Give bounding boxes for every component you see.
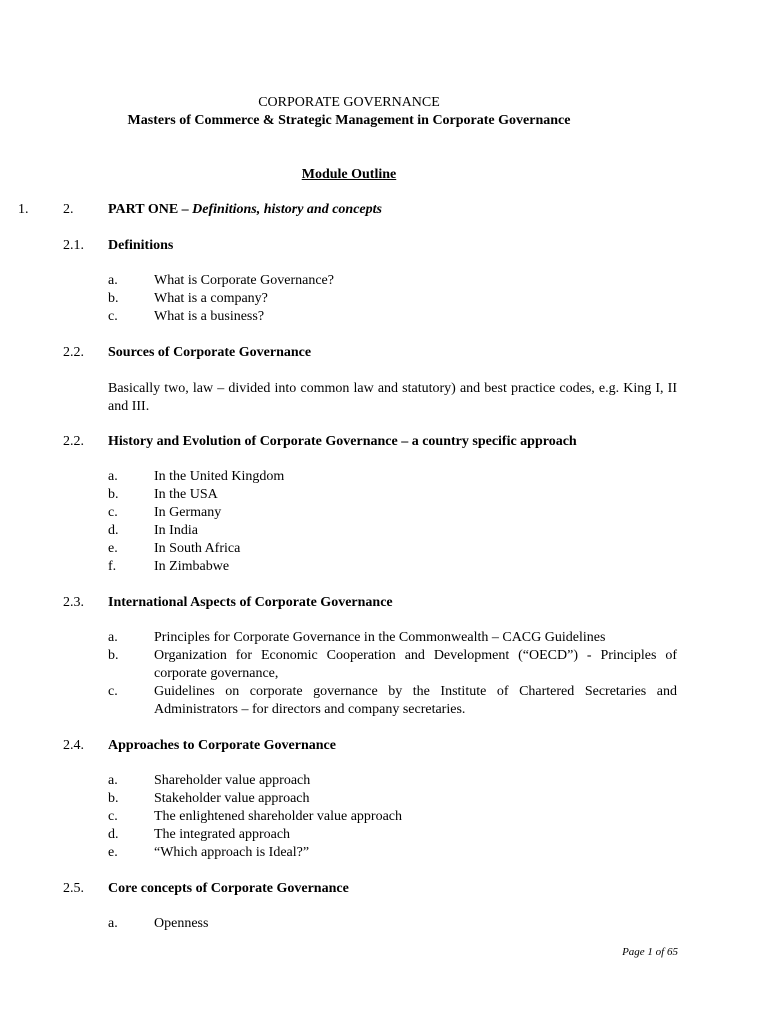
list-item-letter: a. <box>108 273 118 288</box>
list-item-text: What is a company? <box>154 291 268 306</box>
list-item-letter: c. <box>108 684 118 699</box>
list-item-text: Openness <box>154 916 209 931</box>
list-item-text: In India <box>154 523 198 538</box>
list-item-letter: a. <box>108 916 118 931</box>
section-number: 2.2. <box>63 345 84 360</box>
list-item-letter: b. <box>108 648 119 663</box>
list-item-text: The enlightened shareholder value approach <box>154 809 403 824</box>
module-outline-heading: Module Outline <box>301 167 397 182</box>
list-item-letter: a. <box>108 773 118 788</box>
list-item-letter: f. <box>108 559 117 574</box>
list-item-letter: b. <box>108 791 119 806</box>
list-item-text: In South Africa <box>154 541 241 556</box>
list-item-text: The integrated approach <box>154 827 291 842</box>
page-number: Page 1 of 65 <box>622 946 678 958</box>
list-item-text: In the USA <box>154 487 218 502</box>
section-title: Definitions <box>108 238 174 253</box>
list-item-letter: c. <box>108 809 118 824</box>
section-title: Approaches to Corporate Governance <box>108 738 336 753</box>
list-item-letter: d. <box>108 827 119 842</box>
list-item-letter: e. <box>108 541 118 556</box>
list-item-text: Stakeholder value approach <box>154 791 310 806</box>
section-number: 2.5. <box>63 881 84 896</box>
list-item-text: Principles for Corporate Governance in the Commonwealth – CACG Guidelines <box>154 630 606 645</box>
section-title: International Aspects of Corporate Governance <box>108 595 393 610</box>
list-item-text: Organization for Economic Cooperation and Development (“OECD”) - Principles of corporate governance, <box>154 648 677 681</box>
document-subtitle: Masters of Commerce & Strategic Management in Corporate Governance <box>127 113 571 128</box>
section-number: 2.1. <box>63 238 84 253</box>
list-item-letter: a. <box>108 630 118 645</box>
section-title: History and Evolution of Corporate Governance – a country specific approach <box>108 434 577 449</box>
section-number: 2.3. <box>63 595 84 610</box>
list-item-text: What is Corporate Governance? <box>154 273 334 288</box>
section-title: Sources of Corporate Governance <box>108 345 312 360</box>
list-item-letter: c. <box>108 505 118 520</box>
part-outer-number: 1. <box>18 202 29 217</box>
list-item-letter: b. <box>108 487 119 502</box>
section-title: Core concepts of Corporate Governance <box>108 881 349 896</box>
section-paragraph: Basically two, law – divided into common law and statutory) and best practice codes, e.g. King I, II and III. <box>108 381 677 414</box>
list-item-text: In Germany <box>154 505 222 520</box>
list-item-text: In the United Kingdom <box>154 469 285 484</box>
list-item-letter: d. <box>108 523 119 538</box>
part-label: PART ONE – <box>108 202 193 217</box>
document-title: CORPORATE GOVERNANCE <box>258 95 440 110</box>
part-label-italic: Definitions, history and concepts <box>192 202 382 217</box>
section-number: 2.4. <box>63 738 84 753</box>
part-number: 2. <box>63 202 74 217</box>
list-item-text: Guidelines on corporate governance by the Institute of Chartered Secretaries and Administrators – for directors and company secretaries. <box>154 684 677 717</box>
list-item-text: Shareholder value approach <box>154 773 311 788</box>
list-item-letter: c. <box>108 309 118 324</box>
list-item-text: In Zimbabwe <box>154 559 230 574</box>
list-item-letter: b. <box>108 291 119 306</box>
list-item-text: What is a business? <box>154 309 265 324</box>
section-number: 2.2. <box>63 434 84 449</box>
part-heading <box>108 201 382 219</box>
list-item-letter: e. <box>108 845 118 860</box>
list-item-letter: a. <box>108 469 118 484</box>
list-item-text: “Which approach is Ideal?” <box>154 845 310 860</box>
